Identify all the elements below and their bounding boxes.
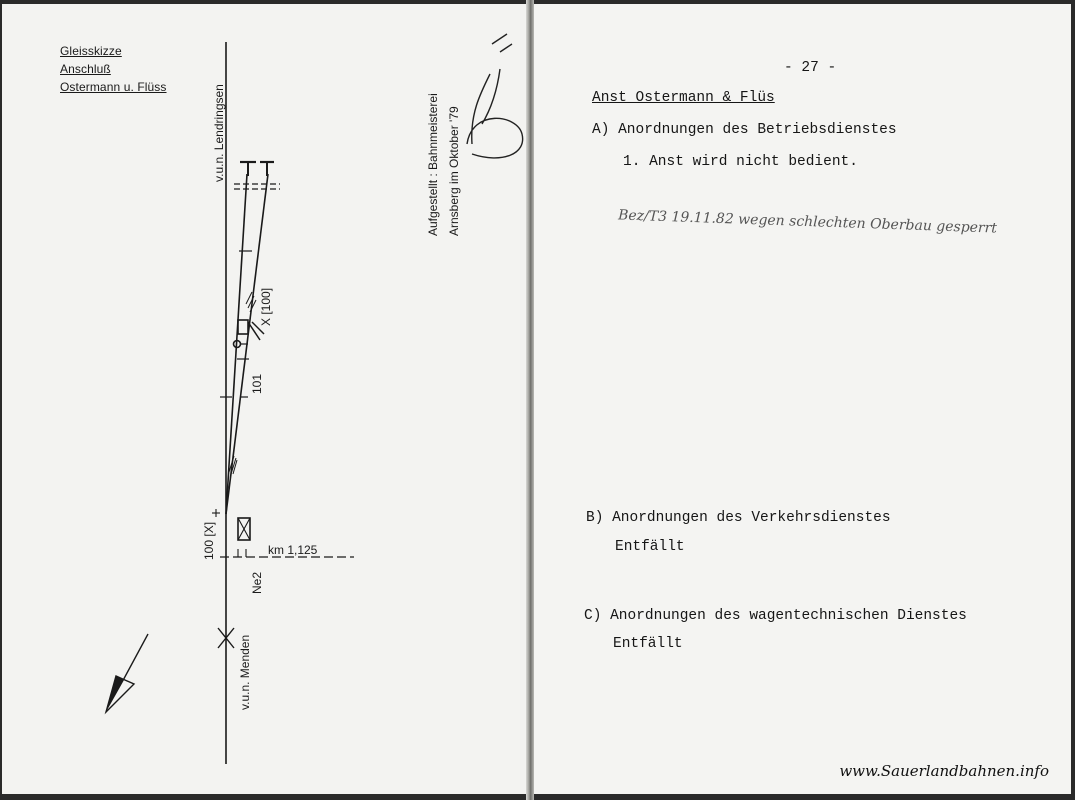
section-b-heading: B) Anordnungen des Verkehrsdienstes <box>586 510 891 526</box>
signal-label: 100 [X] <box>202 521 216 560</box>
km-label: km 1,125 <box>268 543 318 557</box>
book-gutter <box>526 0 534 800</box>
handwritten-note: Bez/T3 19.11.82 wegen schlechten Oberbau gesperrt <box>617 207 998 237</box>
page-number: - 27 - <box>784 60 837 76</box>
switch-number: 101 <box>250 373 264 394</box>
section-a-item: 1. Anst wird nicht bedient. <box>623 154 858 170</box>
sketch-title-line-2: Anschluß <box>60 62 111 76</box>
section-c-heading: C) Anordnungen des wagentechnischen Dienstes <box>584 608 967 624</box>
stamp-line-1: Aufgestellt : Bahnmeisterei <box>426 93 440 236</box>
direction-label-bottom: v.u.n. Menden <box>238 634 252 710</box>
section-c-value: Entfällt <box>613 636 683 652</box>
direction-label-top: v.u.n. Lendringsen <box>212 84 226 182</box>
left-page-track-sketch <box>2 4 526 794</box>
document-heading: Anst Ostermann & Flüs <box>592 90 775 106</box>
switch-lever-symbol <box>238 320 248 334</box>
right-page-instructions <box>534 4 1071 794</box>
signature-scribble <box>467 34 523 158</box>
watermark-link[interactable]: www.Sauerlandbahnen.info <box>839 762 1049 780</box>
switch-label: X [100] <box>259 287 273 326</box>
sketch-title-line-3: Ostermann u. Flüss <box>60 80 167 94</box>
section-a-heading: A) Anordnungen des Betriebsdienstes <box>592 122 897 138</box>
section-b-value: Entfällt <box>615 539 685 555</box>
stamp-line-2: Arnsberg im Oktober '79 <box>447 106 461 236</box>
sketch-title-line-1: Gleisskizze <box>60 44 122 58</box>
ne2-label: Ne2 <box>250 571 264 594</box>
